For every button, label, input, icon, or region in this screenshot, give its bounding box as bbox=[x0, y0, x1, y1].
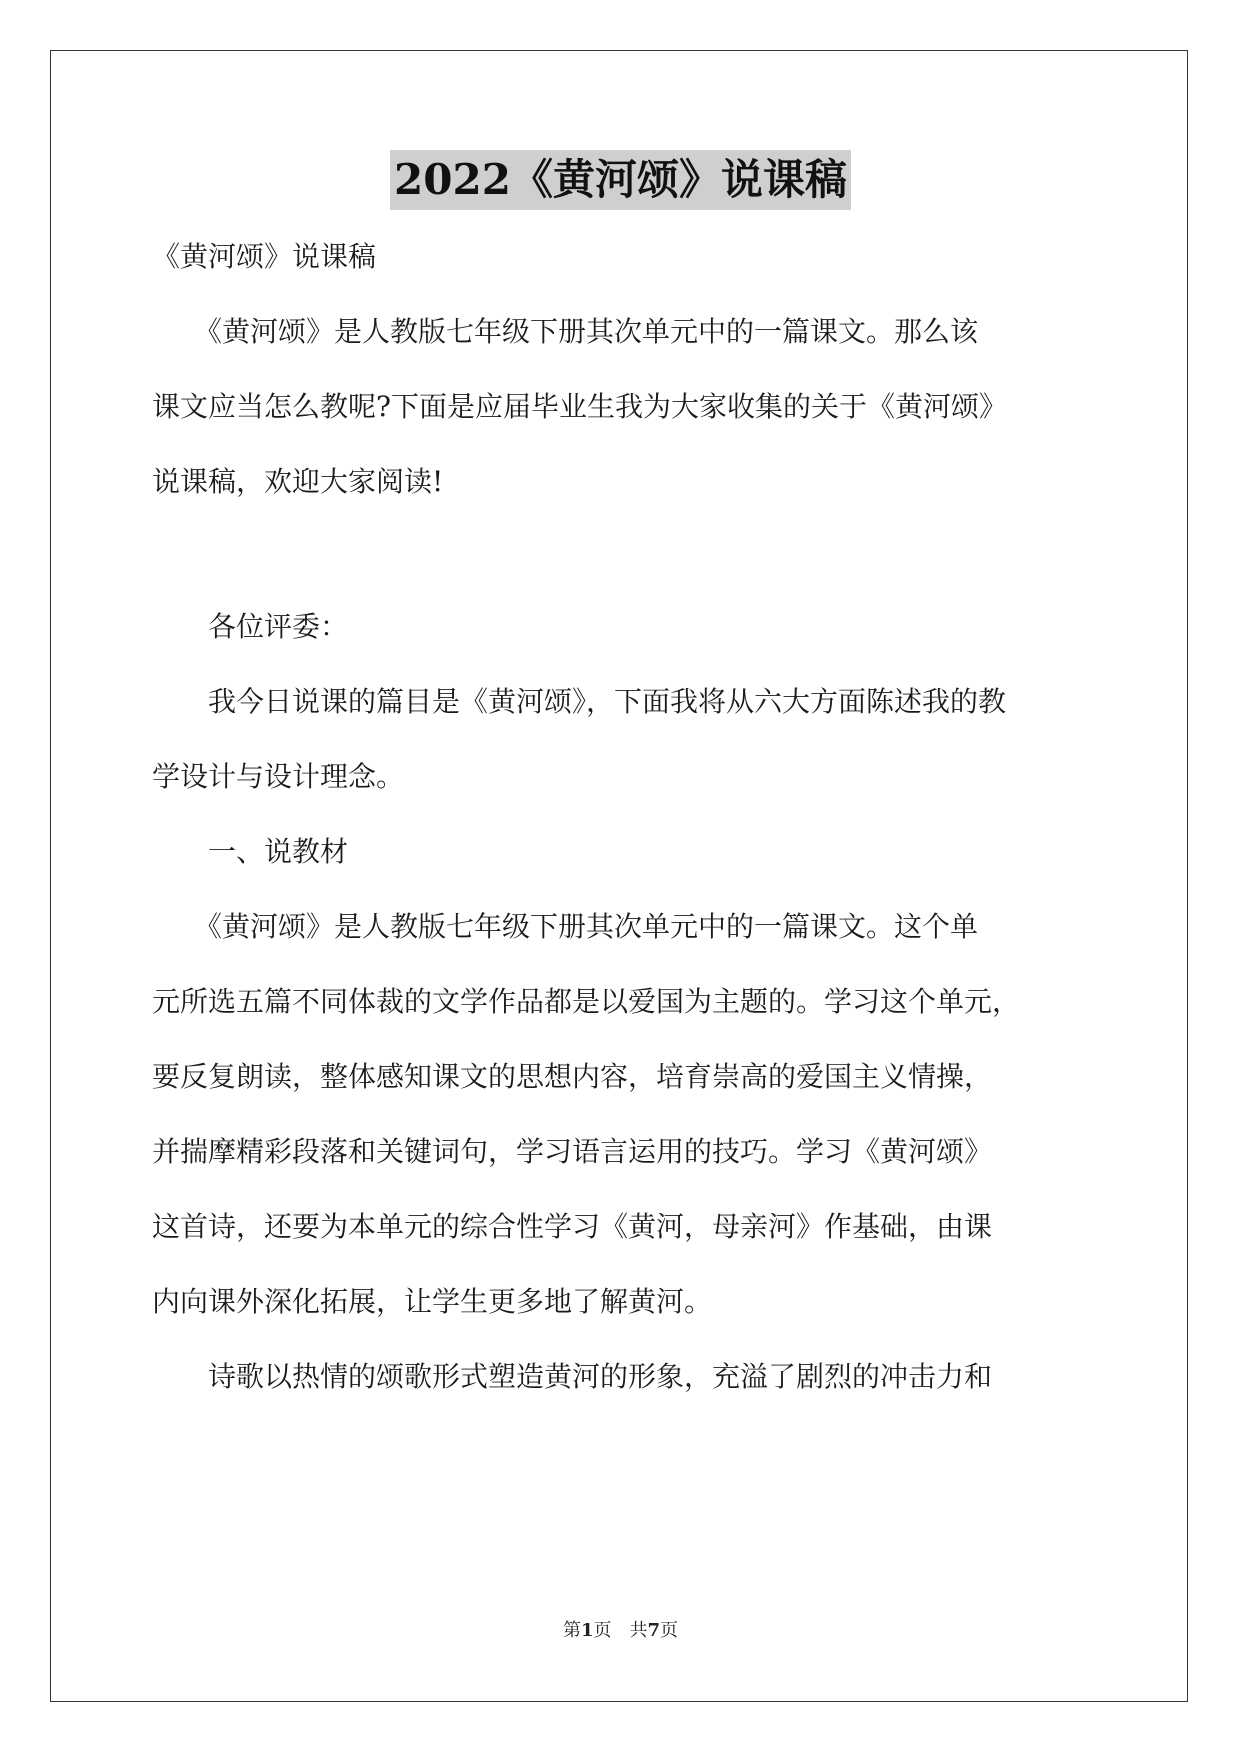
page-footer bbox=[0, 1616, 1241, 1642]
text-line: 我今日说课的篇目是《黄河颂》，下面我将从六大方面陈述我的教 bbox=[152, 685, 1007, 718]
text-line: 元所选五篇不同体裁的文学作品都是以爱国为主题的。学习这个单元， bbox=[152, 985, 1021, 1018]
text-line: 诗歌以热情的颂歌形式塑造黄河的形象，充溢了剧烈的冲击力和 bbox=[152, 1360, 993, 1393]
footer-suffix: 页 bbox=[660, 1620, 679, 1641]
text-line: 要反复朗读，整体感知课文的思想内容，培育崇高的爱国主义情操， bbox=[152, 1060, 993, 1093]
text-line: 并揣摩精彩段落和关键词句，学习语言运用的技巧。学习《黄河颂》 bbox=[152, 1135, 993, 1168]
current-page-number: 1 bbox=[580, 1620, 594, 1641]
text-line: 《黄河颂》是人教版七年级下册其次单元中的一篇课文。这个单 bbox=[152, 910, 979, 943]
document-title: 2022《黄河颂》说课稿 bbox=[390, 150, 851, 210]
page-border bbox=[50, 50, 1188, 1702]
text-line: 内向课外深化拓展，让学生更多地了解黄河。 bbox=[152, 1285, 713, 1318]
text-line: 学设计与设计理念。 bbox=[152, 760, 405, 793]
text-line: 说课稿，欢迎大家阅读! bbox=[152, 465, 444, 498]
text-line: 《黄河颂》是人教版七年级下册其次单元中的一篇课文。那么该 bbox=[152, 315, 979, 348]
text-line: 各位评委： bbox=[152, 610, 349, 643]
text-line: 《黄河颂》说课稿 bbox=[152, 240, 377, 273]
text-line: 课文应当怎么教呢?下面是应届毕业生我为大家收集的关于《黄河颂》 bbox=[152, 390, 1008, 423]
total-page-number: 7 bbox=[647, 1620, 661, 1641]
title-container bbox=[0, 150, 1241, 210]
footer-prefix: 第 bbox=[562, 1620, 581, 1641]
section-heading: 一、说教材 bbox=[152, 835, 349, 868]
text-line: 这首诗，还要为本单元的综合性学习《黄河，母亲河》作基础，由课 bbox=[152, 1210, 993, 1243]
footer-mid: 页 共 bbox=[593, 1620, 648, 1641]
